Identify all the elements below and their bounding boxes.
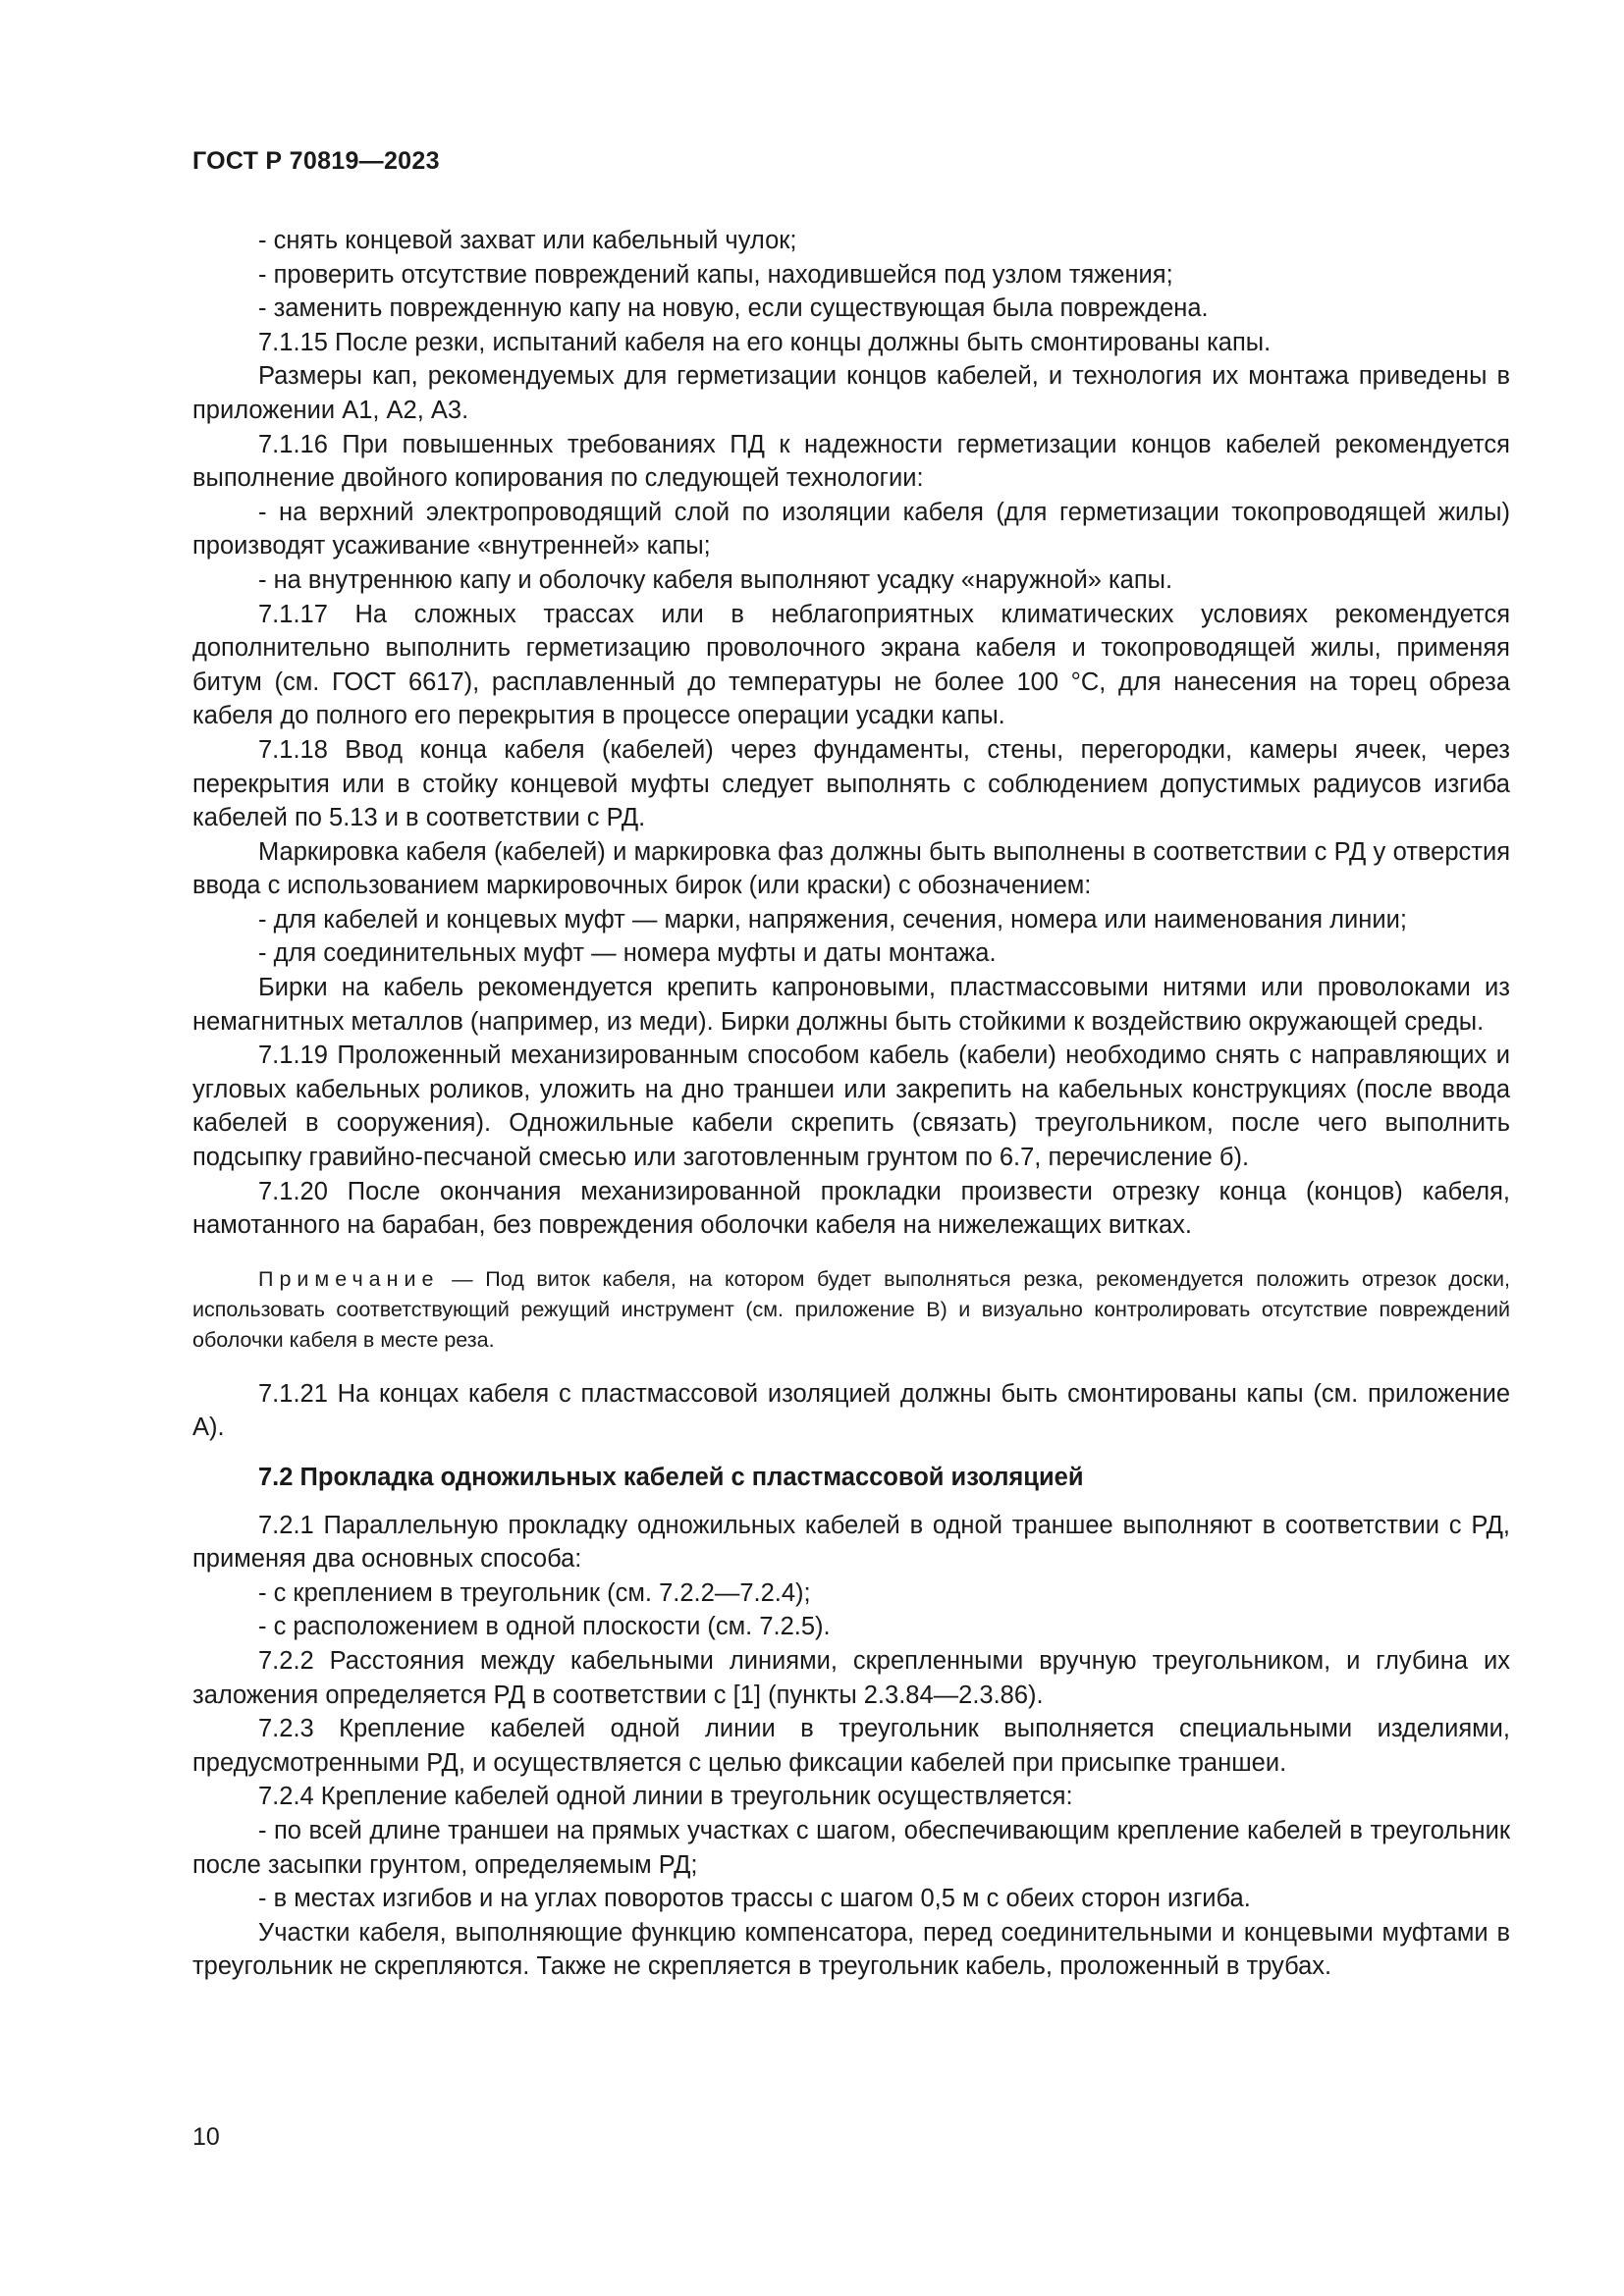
paragraph: 7.2.3 Крепление кабелей одной линии в треугольник выполняется специальными изделиями, предусмотренными РД, и осуществляется с целью фиксации кабелей при присыпке траншеи.: [192, 1715, 1510, 1777]
document-body: [192, 224, 1510, 1984]
paragraph: 7.1.20 После окончания механизированной прокладки произвести отрезку конца (концов) кабеля, намотанного на барабан, без повреждения оболочки кабеля на нижележащих витках.: [192, 1177, 1510, 1240]
paragraph: Бирки на кабель рекомендуется крепить капроновыми, пластмассовыми нитями или проволоками из немагнитных металлов (например, из меди). Бирки должны быть стойкими к воздействию окружающей среды.: [192, 974, 1510, 1036]
paragraph: - в местах изгибов и на углах поворотов трассы с шагом 0,5 м с обеих сторон изгиба.: [258, 1885, 1251, 1913]
paragraph: 7.1.19 Проложенный механизированным способом кабель (кабели) необходимо снять с направляющих и угловых кабельных роликов, уложить на дно траншеи или закрепить на кабельных конструкциях (после ввода кабелей в сооружения). Одножильные кабели скрепить (связать) треугольником, после чего выполнить подсыпку гравийно-песчаной смесью или заготовленным грунтом по 6.7, перечисление б).: [192, 1041, 1510, 1172]
paragraph: - с креплением в треугольник (см. 7.2.2—7.2.4);: [258, 1578, 811, 1607]
paragraph-group-b: [192, 1377, 1510, 1445]
paragraph: 7.2.4 Крепление кабелей одной линии в треугольник осуществляется:: [258, 1783, 1073, 1811]
paragraph-group-c: [192, 1509, 1510, 1984]
section-title: 7.2 Прокладка одножильных кабелей с пластмассовой изоляцией: [258, 1464, 1084, 1491]
paragraph: - с расположением в одной плоскости (см. 7.2.5).: [258, 1613, 831, 1641]
paragraph: - на верхний электропроводящий слой по изоляции кабеля (для герметизации токопроводящей жилы) производят усаживание «внутренней» капы;: [192, 498, 1510, 561]
paragraph: 7.1.15 После резки, испытаний кабеля на его концы должны быть смонтированы капы.: [258, 328, 1272, 356]
paragraph: - снять концевой захват или кабельный чулок;: [258, 227, 797, 254]
paragraph: - на внутреннюю капу и оболочку кабеля выполняют усадку «наружной» капы.: [258, 565, 1173, 594]
paragraph: - для соединительных муфт — номера муфты и даты монтажа.: [258, 939, 997, 968]
paragraph: Участки кабеля, выполняющие функцию компенсатора, перед соединительными и концевыми муфтами в треугольник не скрепляются. Также не скрепляется в треугольник кабель, проложенный в трубах.: [192, 1918, 1510, 1981]
paragraph: Размеры кап, рекомендуемых для герметизации концов кабелей, и технология их монтажа приведены в приложении А1, А2, А3.: [192, 362, 1510, 424]
paragraph: Маркировка кабеля (кабелей) и маркировка фаз должны быть выполнены в соответствии с РД у отверстия ввода с использованием маркировочных бирок (или краски) с обозначением:: [192, 837, 1510, 900]
note-label: Примечание: [258, 1266, 440, 1291]
note: [192, 1264, 1510, 1356]
note-text: — Под виток кабеля, на котором будет выполняться резка, рекомендуется положить отрезок доски, использовать соответствующий режущий инструмент (см. приложение В) и визуально контролировать отсутствие повреждений оболочки кабеля в месте реза.: [192, 1266, 1510, 1352]
paragraph: 7.1.18 Ввод конца кабеля (кабелей) через фундаменты, стены, перегородки, камеры ячеек, через перекрытия или в стойку концевой муфты следует выполнять с соблюдением допустимых радиусов изгиба кабелей по 5.13 и в соответствии с РД.: [192, 735, 1510, 832]
page-number: 10: [192, 2123, 220, 2151]
paragraph: 7.1.17 На сложных трассах или в неблагоприятных климатических условиях рекомендуется дополнительно выполнить герметизацию проволочного экрана кабеля и токопроводящей жилы, применяя битум (см. ГОСТ 6617), расплавленный до температуры не более 100 °С, для нанесения на торец обреза кабеля до полного его перекрытия в процессе операции усадки капы.: [192, 600, 1510, 730]
paragraph: 7.2.2 Расстояния между кабельными линиями, скрепленными вручную треугольником, и глубина их заложения определяется РД в соответствии с [1] (пункты 2.3.84—2.3.86).: [192, 1646, 1510, 1709]
paragraph: 7.1.16 При повышенных требованиях ПД к надежности герметизации концов кабелей рекомендуется выполнение двойного копирования по следующей технологии:: [192, 430, 1510, 493]
document-header: ГОСТ Р 70819—2023: [192, 147, 440, 175]
paragraph: - заменить поврежденную капу на новую, если существующая была повреждена.: [258, 294, 1209, 323]
paragraph-group-a: [192, 224, 1510, 1243]
paragraph: - проверить отсутствие повреждений капы, находившейся под узлом тяжения;: [258, 260, 1173, 289]
paragraph: - по всей длине траншеи на прямых участках с шагом, обеспечивающим крепление кабелей в треугольник после засыпки грунтом, определяемым РД;: [192, 1816, 1510, 1879]
paragraph: 7.2.1 Параллельную прокладку одножильных кабелей в одной траншее выполняют в соответствии с РД, применяя два основных способа:: [192, 1511, 1510, 1574]
paragraph: - для кабелей и концевых муфт — марки, напряжения, сечения, номера или наименования линии;: [258, 905, 1407, 934]
paragraph: 7.1.21 На концах кабеля с пластмассовой изоляцией должны быть смонтированы капы (см. приложение А).: [192, 1379, 1510, 1442]
